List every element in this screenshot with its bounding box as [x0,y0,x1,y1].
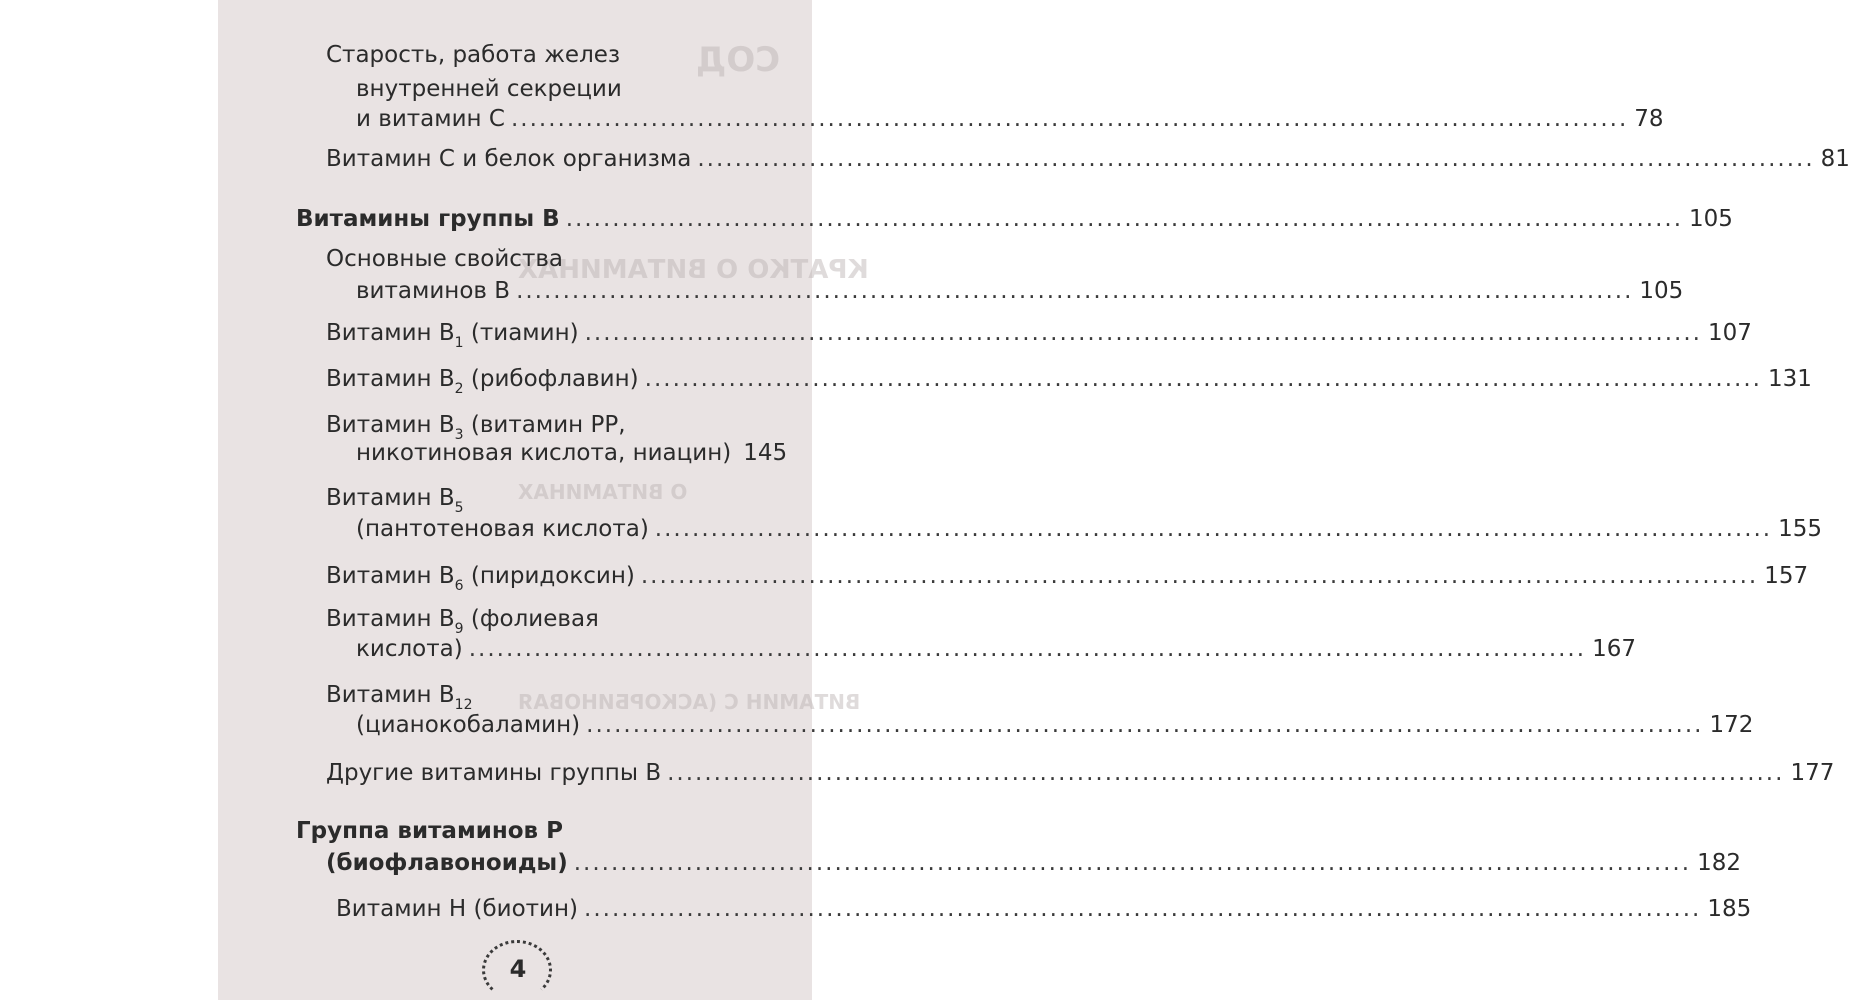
bleed-through-text: КРАТКО О ВИТАМИНАХ [518,255,869,285]
toc-section-title: Витамины группы В [296,206,560,232]
toc-section-entry[interactable] [296,206,1733,232]
bleed-through-text: СОД [696,40,781,80]
toc-entry-line: Витамин $В_{12}$ [326,682,473,713]
toc-page-number: 145 [743,440,788,466]
toc-entry-line: Витамин $В_9$ (фолиевая [326,606,599,637]
toc-page-number: 78 [1634,106,1664,132]
toc-entry[interactable] [336,896,1752,922]
toc-page-number: 177 [1790,760,1835,786]
toc-page-number: 81 [1820,146,1850,172]
leader-dots [516,280,1633,303]
toc-entry-line: Витамин $В_5$ [326,485,464,516]
toc-section-line: Группа витаминов Р [296,818,563,844]
toc-entry-title: Витамин $В_6$ (пиридоксин) [326,563,635,594]
bleed-through-text: О ВИТАМИНАХ [518,480,688,504]
toc-page-number: 105 [1639,278,1684,304]
toc-section-entry[interactable] [326,850,1741,876]
toc-entry[interactable] [326,760,1835,786]
toc-entry-title: Витамин $В_2$ (рибофлавин) [326,366,639,397]
toc-entry[interactable] [356,106,1664,132]
toc-entry-title: Витамин С и белок организма [326,146,692,172]
toc-entry[interactable] [326,563,1809,594]
toc-page-number: 167 [1592,636,1636,662]
toc-entry-title: витаминов В [356,278,511,304]
leader-dots [511,108,1628,131]
toc-entry-title: Витамин Н (биотин) [336,896,579,922]
toc-page-number: 182 [1697,850,1741,876]
toc-page-number: 172 [1709,712,1754,738]
toc-entry-line: Старость, работа желез [326,42,621,68]
toc-entry-line: внутренней секреции [356,76,622,102]
toc-entry-line: Основные свойства [326,246,563,272]
leader-dots [667,762,1784,785]
toc-entry-title: и витамин С [356,106,505,132]
toc-entry[interactable] [356,516,1823,542]
leader-dots [645,368,1762,391]
toc-section-title: (биофлавоноиды) [326,850,568,876]
toc-entry-title: Другие витамины группы В [326,760,662,786]
leader-dots [566,208,1683,231]
toc-page-number: 185 [1707,896,1752,922]
leader-dots [586,714,1703,737]
toc-entry-title: Витамин $В_1$ (тиамин) [326,320,579,351]
toc-entry[interactable] [326,320,1752,351]
toc-entry[interactable] [326,366,1812,397]
leader-dots [697,148,1814,171]
toc-entry[interactable] [326,146,1850,172]
toc-page-number: 107 [1707,320,1752,346]
leader-dots [469,638,1586,661]
toc-page-number: 155 [1778,516,1823,542]
toc-page-number: 157 [1764,563,1809,589]
toc-entry[interactable] [356,278,1684,304]
toc-entry-title: (цианокобаламин) [356,712,581,738]
toc-entry[interactable] [356,636,1636,662]
leader-dots [574,852,1691,875]
page-number: 4 [509,955,527,983]
toc-entry[interactable] [356,440,788,466]
leader-dots [584,898,1701,921]
toc-entry-title: никотиновая кислота, ниацин) [356,440,732,466]
bleed-through-text: ВИТАМИН С (АСКОРБИНОВАЯ [518,690,861,714]
leader-dots [641,565,1758,588]
toc-entry[interactable] [356,712,1754,738]
leader-dots [585,322,1702,345]
toc-page-number: 131 [1767,366,1812,392]
leader-dots [655,518,1772,541]
toc-entry-title: (пантотеновая кислота) [356,516,649,542]
toc-entry-title: кислота) [356,636,463,662]
toc-entry-line: Витамин $В_3$ (витамин РР, [326,412,626,443]
toc-page-number: 105 [1689,206,1733,232]
